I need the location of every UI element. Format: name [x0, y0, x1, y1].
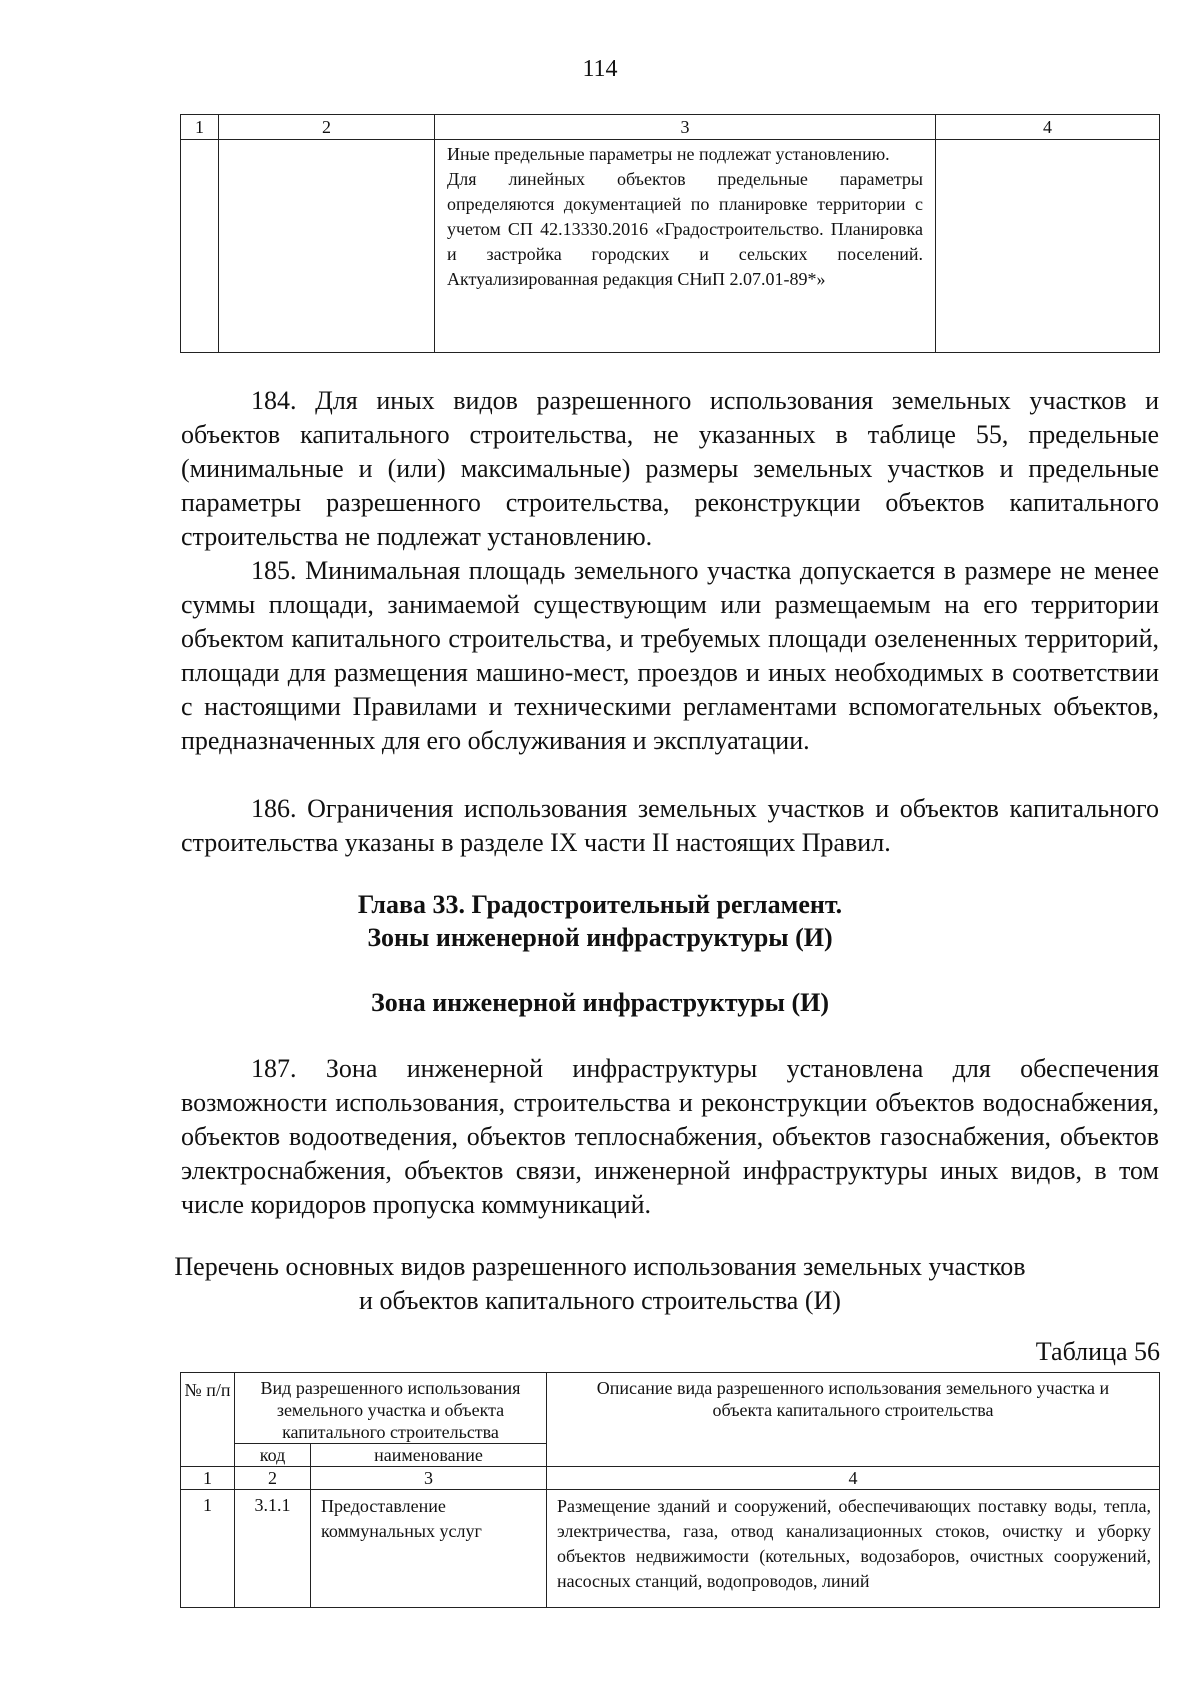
- colnum-1: 1: [181, 1467, 235, 1490]
- table-label: Таблица 56: [1035, 1337, 1160, 1366]
- row-desc: Размещение зданий и сооружений, обеспечивающих поставку воды, тепла, электричества, газа, отвод канализационных стоков, очистку и уборку объектов недвижимости (котельных, водозаборов, очистных сооружений, насосных станций, водопроводов, линий: [547, 1490, 1160, 1608]
- colnum-2: 2: [235, 1467, 311, 1490]
- top-table-row: [181, 140, 1160, 353]
- top-table-col-4: 4: [936, 115, 1160, 140]
- header-name: наименование: [311, 1444, 547, 1467]
- header-num: № п/п: [181, 1373, 235, 1467]
- desc-line: Иные предельные параметры не подлежат установлению.: [447, 144, 890, 164]
- row-code: 3.1.1: [235, 1490, 311, 1608]
- row-num: 1: [181, 1490, 235, 1608]
- chapter-subtitle: Зоны инженерной инфраструктуры (И): [367, 923, 833, 952]
- list-caption-line1: Перечень основных видов разрешенного использования земельных участков: [174, 1252, 1026, 1281]
- table-header-row: [181, 1373, 1160, 1444]
- top-table: [180, 114, 1160, 353]
- colnum-3: 3: [311, 1467, 547, 1490]
- page-number: 114: [582, 56, 618, 82]
- permitted-use-table: [180, 1372, 1160, 1608]
- header-kind: Вид разрешенного использования земельного участка и объекта капитального строительства: [235, 1373, 547, 1444]
- paragraph-187: 187. Зона инженерной инфраструктуры установлена для обеспечения возможности использования, строительства и реконструкции объектов водоснабжения, объектов водоотведения, объектов теплоснабжения, объектов газоснабжения, объектов электроснабжения, объектов связи, инженерной инфраструктуры иных видов, в том числе коридоров пропуска коммуникаций.: [181, 1054, 1159, 1219]
- table-colnum-row: [181, 1467, 1160, 1490]
- colnum-4: 4: [547, 1467, 1160, 1490]
- header-code: код: [235, 1444, 311, 1467]
- paragraph-184: 184. Для иных видов разрешенного использования земельных участков и объектов капитального строительства, не указанных в таблице 55, предельные (минимальные и (или) максимальные) размеры земельных участков и предельные параметры разрешенного строительства, реконструкции объектов капитального строительства не подлежат установлению.: [181, 386, 1159, 551]
- top-table-col-2: 2: [219, 115, 435, 140]
- top-table-col-1: 1: [181, 115, 219, 140]
- row-name: Предоставление коммунальных услуг: [311, 1490, 547, 1608]
- top-table-cell-num: [181, 140, 219, 353]
- top-table-header-row: [181, 115, 1160, 140]
- paragraph-186: 186. Ограничения использования земельных участков и объектов капитального строительства указаны в разделе IX части II настоящих Правил.: [181, 794, 1159, 857]
- list-caption-line2: и объектов капитального строительства (И): [359, 1286, 841, 1315]
- zone-heading: Зона инженерной инфраструктуры (И): [370, 988, 830, 1017]
- top-table-cell-note: [936, 140, 1160, 353]
- top-table-col-3: 3: [435, 115, 936, 140]
- table-row: [181, 1490, 1160, 1608]
- header-desc: Описание вида разрешенного использования земельного участка и объекта капитального строительства: [547, 1373, 1160, 1467]
- top-table-cell-kind: [219, 140, 435, 353]
- top-table-cell-desc: [435, 140, 936, 353]
- chapter-title: Глава 33. Градостроительный регламент.: [357, 890, 843, 919]
- desc-line: Для линейных объектов предельные параметры определяются документацией по планировке территории с учетом СП 42.13330.2016 «Градостроительство. Планировка и застройка городских и сельских поселений. Актуализированная редакция СНиП 2.07.01-89*»: [447, 169, 923, 289]
- paragraph-185: 185. Минимальная площадь земельного участка допускается в размере не менее суммы площади, занимаемой существующим или размещаемым на его территории объектом капитального строительства, и требуемых площади озелененных территорий, площади для размещения машино-мест, проездов и иных необходимых в соответствии с настоящими Правилами и техническими регламентами вспомогательных объектов, предназначенных для его обслуживания и эксплуатации.: [181, 556, 1159, 755]
